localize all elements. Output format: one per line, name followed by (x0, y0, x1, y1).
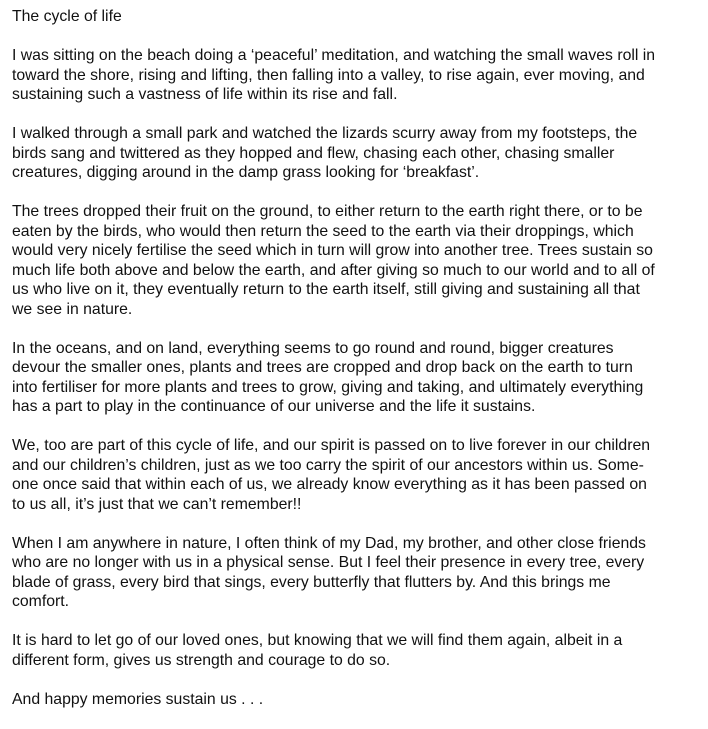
paragraph-line: It is hard to let go of our loved ones, but knowing that we will find them again, albeit in a (12, 632, 623, 649)
paragraph-line: and our children’s children, just as we too carry the spirit of our ancestors within us. Some- (12, 456, 644, 474)
paragraph-line: eaten by the birds, who would then return the seed to the earth via their droppings, which (12, 222, 634, 240)
paragraph-beach (12, 46, 702, 105)
paragraph-line: creatures, digging around in the damp grass looking for ‘breakfast’. (12, 164, 480, 181)
paragraph-line: birds sang and twittered as they hopped and flew, chasing each other, chasing smaller (12, 144, 615, 162)
document-title: The cycle of life (12, 8, 122, 25)
paragraph-line: We, too are part of this cycle of life, and our spirit is passed on to live forever in our children (12, 437, 651, 454)
paragraph-line: much life both above and below the earth, and after giving so much to our world and to all of (12, 261, 655, 279)
paragraph-line: comfort. (12, 593, 70, 610)
paragraph-closing (12, 690, 702, 710)
paragraph-line: devour the smaller ones, plants and trees are cropped and drop back on the earth to turn (12, 359, 633, 376)
paragraph-line: And happy memories sustain us . . . (12, 690, 264, 708)
paragraph-line: When I am anywhere in nature, I often think of my Dad, my brother, and other close friends (12, 534, 646, 552)
paragraph-line: to us all, it’s just that we can’t remember!! (12, 495, 302, 513)
paragraph-line: has a part to play in the continuance of our universe and the life it sustains. (12, 398, 536, 415)
paragraph-line: different form, gives us strength and courage to do so. (12, 651, 391, 669)
paragraph-line: who are no longer with us in a physical sense. But I feel their presence in every tree, every (12, 554, 645, 571)
paragraph-line: we see in nature. (12, 300, 133, 318)
paragraph-cycle (12, 436, 702, 514)
paragraph-trees (12, 202, 702, 319)
paragraph-line: In the oceans, and on land, everything seems to go round and round, bigger creatures (12, 339, 614, 357)
paragraph-oceans (12, 339, 702, 417)
paragraph-line: blade of grass, every bird that sings, every butterfly that flutters by. And this brings me (12, 573, 611, 591)
paragraph-nature (12, 534, 702, 612)
paragraph-line: us who live on it, they eventually return to the earth itself, still giving and sustaining all that (12, 281, 640, 298)
paragraph-line: into fertiliser for more plants and trees to grow, giving and taking, and ultimately everything (12, 378, 644, 396)
paragraph-line: one once said that within each of us, we already know everything as it has been passed on (12, 476, 647, 493)
paragraph-line: I was sitting on the beach doing a ‘peaceful’ meditation, and watching the small waves roll in (12, 47, 656, 64)
paragraph-line: would very nicely fertilise the seed which in turn will grow into another tree. Trees sustain so (12, 242, 653, 259)
paragraph-line: sustaining such a vastness of life within its rise and fall. (12, 86, 398, 103)
paragraph-loved-ones (12, 631, 702, 670)
paragraph-line: The trees dropped their fruit on the ground, to either return to the earth right there, or to be (12, 203, 643, 220)
document-page (12, 7, 702, 729)
paragraph-line: toward the shore, rising and lifting, then falling into a valley, to rise again, ever moving, and (12, 66, 645, 84)
paragraph-park (12, 124, 702, 183)
paragraph-line: I walked through a small park and watched the lizards scurry away from my footsteps, the (12, 125, 638, 142)
